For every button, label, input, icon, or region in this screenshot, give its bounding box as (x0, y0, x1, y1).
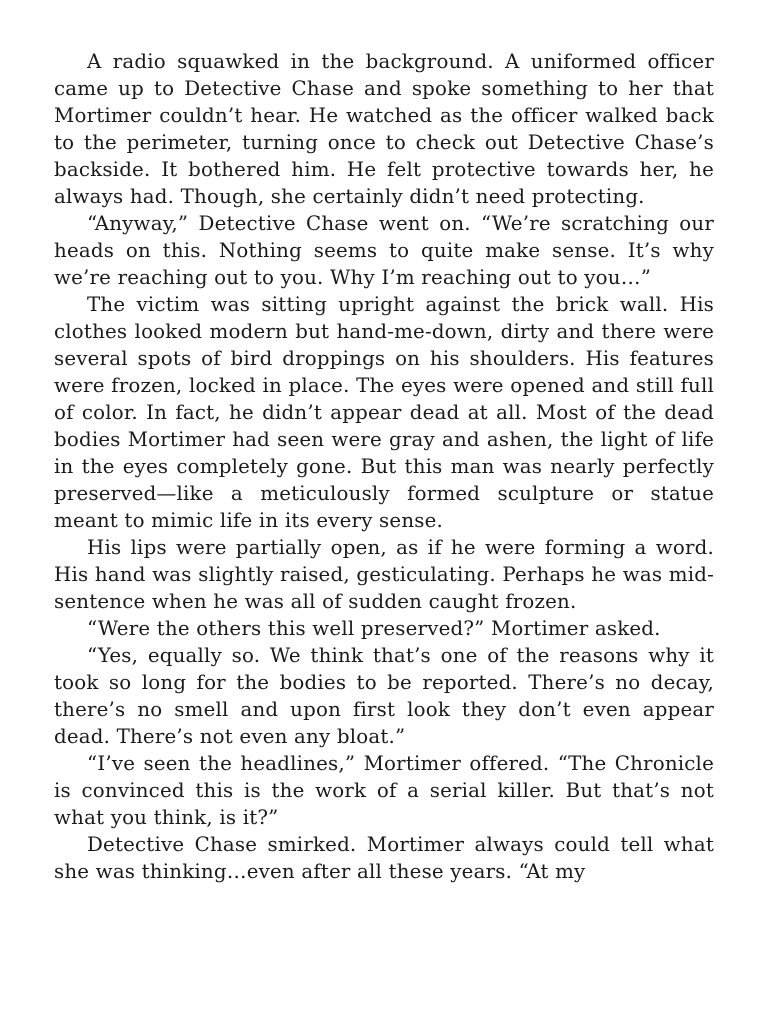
paragraph: The victim was sitting upright against the brick wall. His clothes looked modern but hand-me-down, dirty and there were several spots of bird droppings on his shoulders. His features were frozen, locked in place. The eyes were opened and still full of color. In fact, he didn’t appear dead at all. Most of the dead bodies Mortimer had seen were gray and ashen, the light of life in the eyes completely gone. But this man was nearly perfectly preserved—like a meticulously formed sculpture or statue meant to mimic life in its every sense. (54, 293, 714, 532)
paragraph: Detective Chase smirked. Mortimer always could tell what she was thinking…even after all these years. “At my (54, 833, 714, 883)
paragraph: “Were the others this well preserved?” Mortimer asked. (87, 617, 661, 640)
paragraph: “Yes, equally so. We think that’s one of the reasons why it took so long for the bodies to be reported. There’s no decay, there’s no smell and upon first look they don’t even appear dead. There’s not even any bloat.” (54, 644, 714, 748)
book-page (54, 48, 714, 885)
paragraph: His lips were partially open, as if he were forming a word. His hand was slightly raised, gesticulating. Perhaps he was mid-sentence when he was all of sudden caught frozen. (54, 536, 714, 613)
paragraph: A radio squawked in the background. A uniformed officer came up to Detective Chase and spoke something to her that Mortimer couldn’t hear. He watched as the officer walked back to the perimeter, turning once to check out Detective Chase’s backside. It bothered him. He felt protective towards her, he always had. Though, she certainly didn’t need protecting. (54, 50, 714, 208)
paragraph: “Anyway,” Detective Chase went on. “We’re scratching our heads on this. Nothing seems to quite make sense. It’s why we’re reaching out to you. Why I’m reaching out to you…” (54, 212, 714, 289)
paragraph: “I’ve seen the headlines,” Mortimer offered. “The Chronicle is convinced this is the work of a serial killer. But that’s not what you think, is it?” (54, 752, 714, 829)
